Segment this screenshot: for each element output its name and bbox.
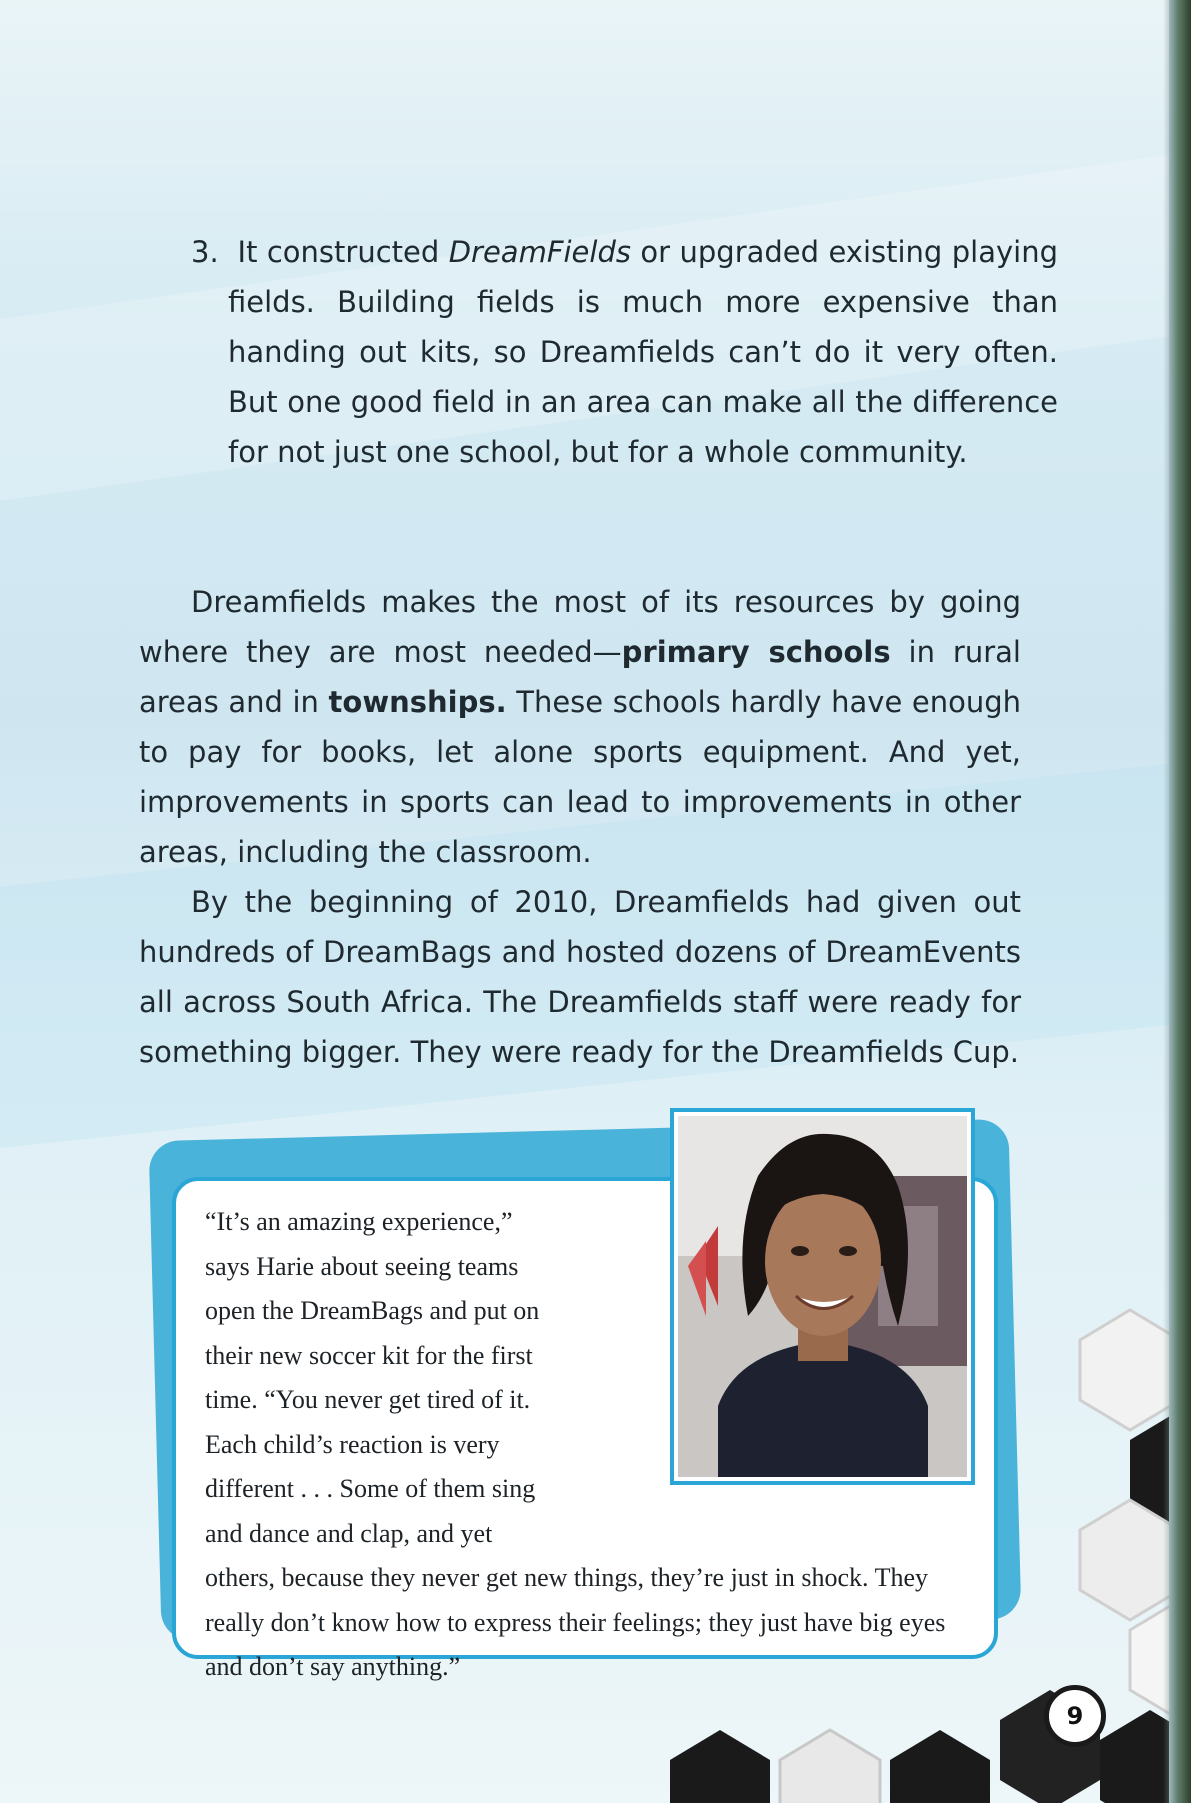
bold-term-townships: townships.	[328, 685, 507, 719]
book-spine-edge	[1169, 0, 1191, 1803]
paragraph-text: These schools hardly have enough to pay for books, let alone sports equipment. And yet, improvements in sports can lead to improvements in other areas, including the classroom.	[139, 685, 1022, 869]
body-paragraph-1	[139, 577, 1021, 877]
soccer-ball-pattern-bottom	[640, 1700, 1040, 1803]
list-item-3	[191, 227, 1058, 477]
portrait-photo	[670, 1108, 975, 1485]
paragraph-text: in rural areas and in	[139, 635, 1021, 719]
list-item-text-post: or upgraded existing playing fields. Building fields is much more expensive than handing out kits, so Dreamfields can’t do it very often. But one good field in an area can make all the difference for not just one school, but for a whole community.	[228, 235, 1058, 469]
quote-text: “It’s an amazing experience,” says Harie about seeing teams open the DreamBags and put on their new soccer kit for the first time. “You never get tired of it. Each child’s reaction is very different . . . Some of them sing and dance and clap, and yet others, because they never get new things, they’re just in shock. They really don’t know how to express their feelings; they just have big eyes and don’t say anything.”	[205, 1207, 946, 1681]
body-paragraph-2: By the beginning of 2010, Dreamfields had given out hundreds of DreamBags and hosted dozens of DreamEvents all across South Africa. The Dreamfields staff were ready for something bigger. They were ready for the Dreamfields Cup.	[139, 885, 1021, 1069]
paragraph-text: Dreamfields makes the most of its resources by going where they are most needed—	[139, 585, 1021, 669]
bold-term-primary-schools: primary schools	[621, 635, 891, 669]
page-number: 9	[1044, 1685, 1106, 1747]
portrait-photo-icon	[678, 1116, 967, 1477]
list-item-text-pre: It constructed	[237, 235, 440, 269]
dreamfields-italic: DreamFields	[448, 235, 631, 269]
list-item-number: 3.	[191, 235, 219, 269]
